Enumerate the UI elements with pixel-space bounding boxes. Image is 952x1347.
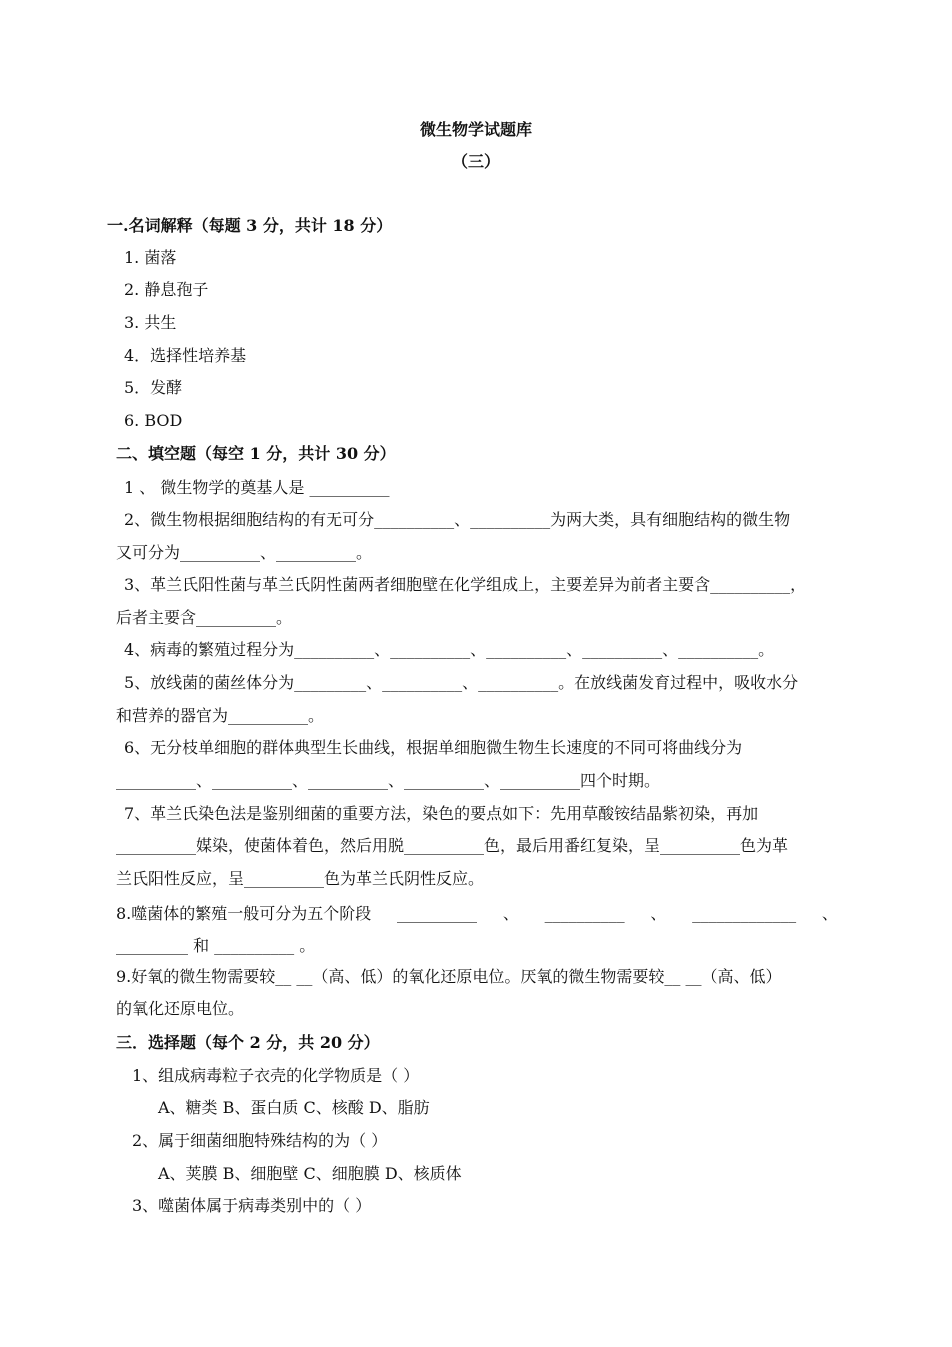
fill-line-justified <box>116 904 838 924</box>
fill-line: 9.好氧的微生物需要较__ __（高、低）的氧化还原电位。厌氧的微生物需要较__ __（高、低） <box>116 967 782 986</box>
fill-blank: _____________ <box>692 904 797 923</box>
fill-line: __________媒染，使菌体着色，然后用脱__________色，最后用番红复染，呈__________色为革 <box>116 836 789 855</box>
term-item: 5．发酵 <box>124 378 183 397</box>
fill-line: 的氧化还原电位。 <box>116 999 245 1018</box>
question: 2、属于细菌细胞特殊结构的为（ ） <box>132 1131 388 1150</box>
question: 3、噬菌体属于病毒类别中的（ ） <box>132 1196 372 1215</box>
fill-separator: 、 <box>650 904 667 923</box>
term-item: 6. BOD <box>124 411 183 430</box>
question-options: A、荚膜 B、细胞壁 C、细胞膜 D、核质体 <box>158 1164 462 1183</box>
fill-line: 3、革兰氏阳性菌与革兰氏阴性菌两者细胞壁在化学组成上，主要差异为前者主要含__________， <box>124 575 807 594</box>
term-item: 1. 菌落 <box>124 248 177 267</box>
section2-heading: 二、填空题（每空 1 分，共计 30 分） <box>116 444 396 463</box>
document-title: 微生物学试题库 <box>419 120 532 139</box>
fill-line: __________、__________、__________、__________、__________四个时期。 <box>116 771 661 790</box>
fill-text: 8.噬菌体的繁殖一般可分为五个阶段 <box>116 904 372 923</box>
fill-separator: 、 <box>821 904 838 923</box>
term-item: 4．选择性培养基 <box>124 346 247 365</box>
section1-heading: 一.名词解释（每题 3 分，共计 18 分） <box>107 216 393 235</box>
term-item: 3. 共生 <box>124 313 177 332</box>
fill-line: 又可分为__________、__________。 <box>116 543 373 562</box>
fill-blank: __________ <box>544 904 625 923</box>
fill-line: 4、病毒的繁殖过程分为__________、__________、__________、__________、__________。 <box>124 640 775 659</box>
fill-line: _________ 和 __________ 。 <box>116 936 316 955</box>
fill-separator: 、 <box>502 904 519 923</box>
question: 1、组成病毒粒子衣壳的化学物质是（ ） <box>132 1066 420 1085</box>
fill-line: 6、无分枝单细胞的群体典型生长曲线，根据单细胞微生物生长速度的不同可将曲线分为 <box>124 738 743 757</box>
fill-blank: __________ <box>397 904 478 923</box>
fill-line: 2、微生物根据细胞结构的有无可分__________、__________为两大类，具有细胞结构的微生物 <box>124 510 791 529</box>
fill-line: 5、放线菌的菌丝体分为_________、__________、__________。在放线菌发育过程中，吸收水分 <box>124 673 799 692</box>
fill-line: 后者主要含__________。 <box>116 608 293 627</box>
term-item: 2. 静息孢子 <box>124 280 209 299</box>
fill-line: 1 、 微生物学的奠基人是 __________ <box>124 478 390 497</box>
document-subtitle: （三） <box>451 152 500 171</box>
fill-line: 和营养的器官为__________。 <box>116 706 325 725</box>
question-options: A、糖类 B、蛋白质 C、核酸 D、脂肪 <box>158 1098 430 1117</box>
section3-heading: 三．选择题（每个 2 分，共 20 分） <box>116 1033 380 1052</box>
fill-line: 兰氏阳性反应，呈__________色为革兰氏阴性反应。 <box>116 869 485 888</box>
fill-line: 7、革兰氏染色法是鉴别细菌的重要方法，染色的要点如下：先用草酸铵结晶紫初染，再加 <box>124 804 759 823</box>
